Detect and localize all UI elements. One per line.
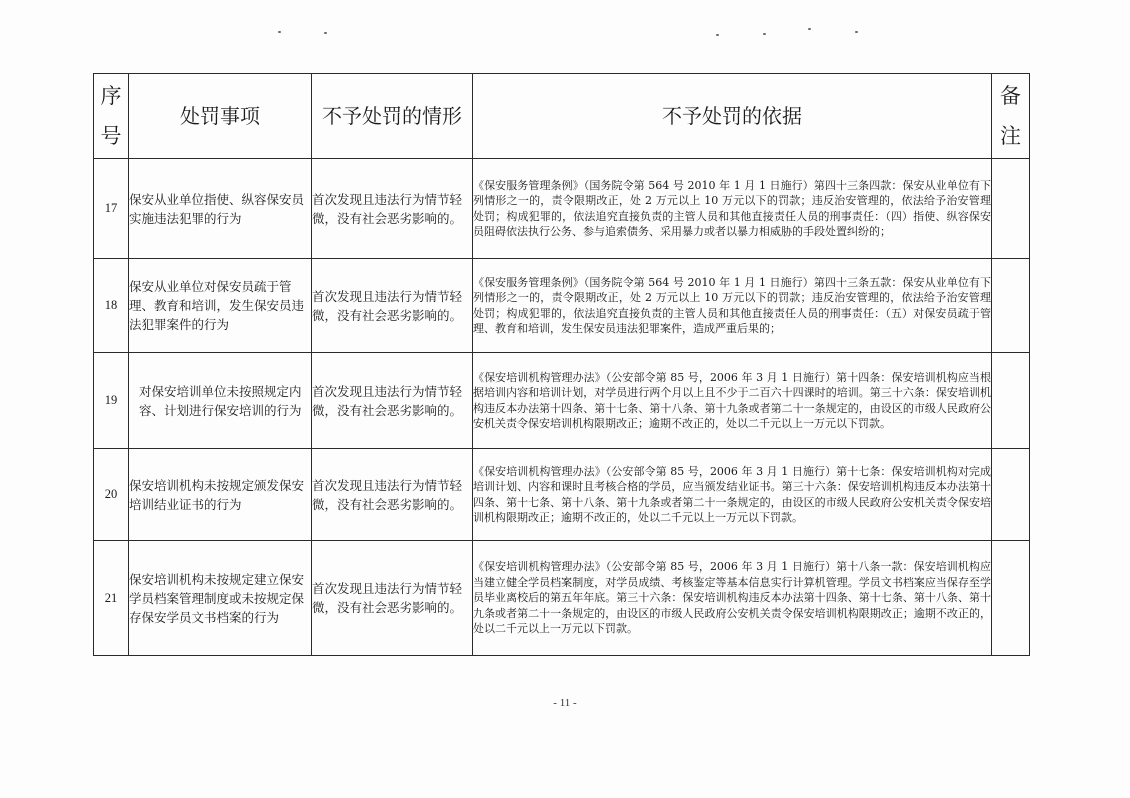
row-legal-basis: 《保安培训机构管理办法》（公安部令第 85 号，2006 年 3 月 1 日施行）第十七条：保安培训机构对完成培训计划、内容和课时且考核合格的学员，应当颁发结业证书。第三十六条：保安培训机构违反本办法第十四条、第十七条、第十八条、第十九条或者第二十一条规定的，由设区的市级人民政府公安机关责令保安培训机构限期改正；逾期不改正的，处以二千元以上一万元以下罚款。: [473, 449, 992, 541]
table-row: [94, 353, 1030, 449]
row-exemption-condition: 首次发现且违法行为情节轻微，没有社会恶劣影响的。: [312, 159, 473, 259]
row-exemption-condition: 首次发现且违法行为情节轻微，没有社会恶劣影响的。: [312, 541, 473, 656]
row-legal-basis: 《保安服务管理条例》（国务院令第 564 号 2010 年 1 月 1 日施行）第四十三条四款：保安从业单位有下列情形之一的，责令限期改正，处 2 万元以上 10 万元以下的罚款；违反治安管理的，依法给予治安管理处罚；构成犯罪的，依法追究直接负责的主管人员和其他直接责任人员的刑事责任：（四）指使、纵容保安员阻碍依法执行公务、参与追索债务、采用暴力或者以暴力相威胁的手段处置纠纷的；: [473, 159, 992, 259]
row-legal-basis: 《保安培训机构管理办法》（公安部令第 85 号，2006 年 3 月 1 日施行）第十八条一款：保安培训机构应当建立健全学员档案制度，对学员成绩、考核鉴定等基本信息实行计算机管理。学员文书档案应当保存至学员毕业离校后的第五年年底。第三十六条：保安培训机构违反本办法第十四条、第十七条、第十八条、第十九条或者第二十一条规定的，由设区的市级人民政府公安机关责令保安培训机构限期改正；逾期不改正的，处以二千元以上一万元以下罚款。: [473, 541, 992, 656]
header-note-line-2: 注: [1000, 124, 1021, 148]
row-note: [992, 353, 1030, 449]
row-exemption-condition: 首次发现且违法行为情节轻微，没有社会恶劣影响的。: [312, 449, 473, 541]
row-penalty-item: 对保安培训单位未按照规定内容、计划进行保安培训的行为: [129, 353, 312, 449]
row-note: [992, 541, 1030, 656]
row-penalty-item: 保安从业单位对保安员疏于管理、教育和培训，发生保安员违法犯罪案件的行为: [129, 259, 312, 353]
row-index: 19: [94, 353, 129, 449]
page-number: - 11 -: [553, 697, 577, 709]
row-index: 17: [94, 159, 129, 259]
header-basis: 不予处罚的依据: [473, 74, 992, 159]
scan-speck: [808, 28, 811, 30]
header-index-line-2: 号: [100, 124, 122, 148]
scan-speck: [716, 34, 719, 36]
header-condition: 不予处罚的情形: [312, 74, 473, 159]
header-item: 处罚事项: [129, 74, 312, 159]
row-exemption-condition: 首次发现且违法行为情节轻微，没有社会恶劣影响的。: [312, 259, 473, 353]
scan-speck: [278, 31, 281, 33]
header-index-line-1: 序: [100, 84, 122, 108]
penalty-exemption-table: [93, 73, 1030, 656]
scan-speck: [763, 33, 766, 35]
table-row: [94, 449, 1030, 541]
table-header-row: [94, 74, 1030, 159]
row-note: [992, 159, 1030, 259]
header-note: [992, 74, 1030, 159]
row-penalty-item: 保安从业单位指使、纵容保安员实施违法犯罪的行为: [129, 159, 312, 259]
row-note: [992, 449, 1030, 541]
table-row: [94, 541, 1030, 656]
scan-speck: [855, 31, 858, 33]
table-row: [94, 159, 1030, 259]
table-row: [94, 259, 1030, 353]
row-penalty-item: 保安培训机构未按规定颁发保安培训结业证书的行为: [129, 449, 312, 541]
header-note-line-1: 备: [1000, 84, 1021, 108]
row-exemption-condition: 首次发现且违法行为情节轻微，没有社会恶劣影响的。: [312, 353, 473, 449]
scan-speck: [324, 32, 327, 34]
row-index: 21: [94, 541, 129, 656]
row-note: [992, 259, 1030, 353]
row-penalty-item: 保安培训机构未按规定建立保安学员档案管理制度或未按规定保存保安学员文书档案的行为: [129, 541, 312, 656]
row-index: 18: [94, 259, 129, 353]
row-index: 20: [94, 449, 129, 541]
row-legal-basis: 《保安培训机构管理办法》（公安部令第 85 号，2006 年 3 月 1 日施行）第十四条：保安培训机构应当根据培训内容和培训计划，对学员进行两个月以上且不少于二百六十四课时的培训。第三十六条：保安培训机构违反本办法第十四条、第十七条、第十八条、第十九条或者第二十一条规定的，由设区的市级人民政府公安机关责令保安培训机构限期改正；逾期不改正的，处以二千元以上一万元以下罚款。: [473, 353, 992, 449]
header-index: [94, 74, 129, 159]
row-legal-basis: 《保安服务管理条例》（国务院令第 564 号 2010 年 1 月 1 日施行）第四十三条五款：保安从业单位有下列情形之一的，责令限期改正，处 2 万元以上 10 万元以下的罚款；违反治安管理的，依法给予治安管理处罚；构成犯罪的，依法追究直接负责的主管人员和其他直接责任人员的刑事责任：（五）对保安员疏于管理、教育和培训，发生保安员违法犯罪案件，造成严重后果的；: [473, 259, 992, 353]
